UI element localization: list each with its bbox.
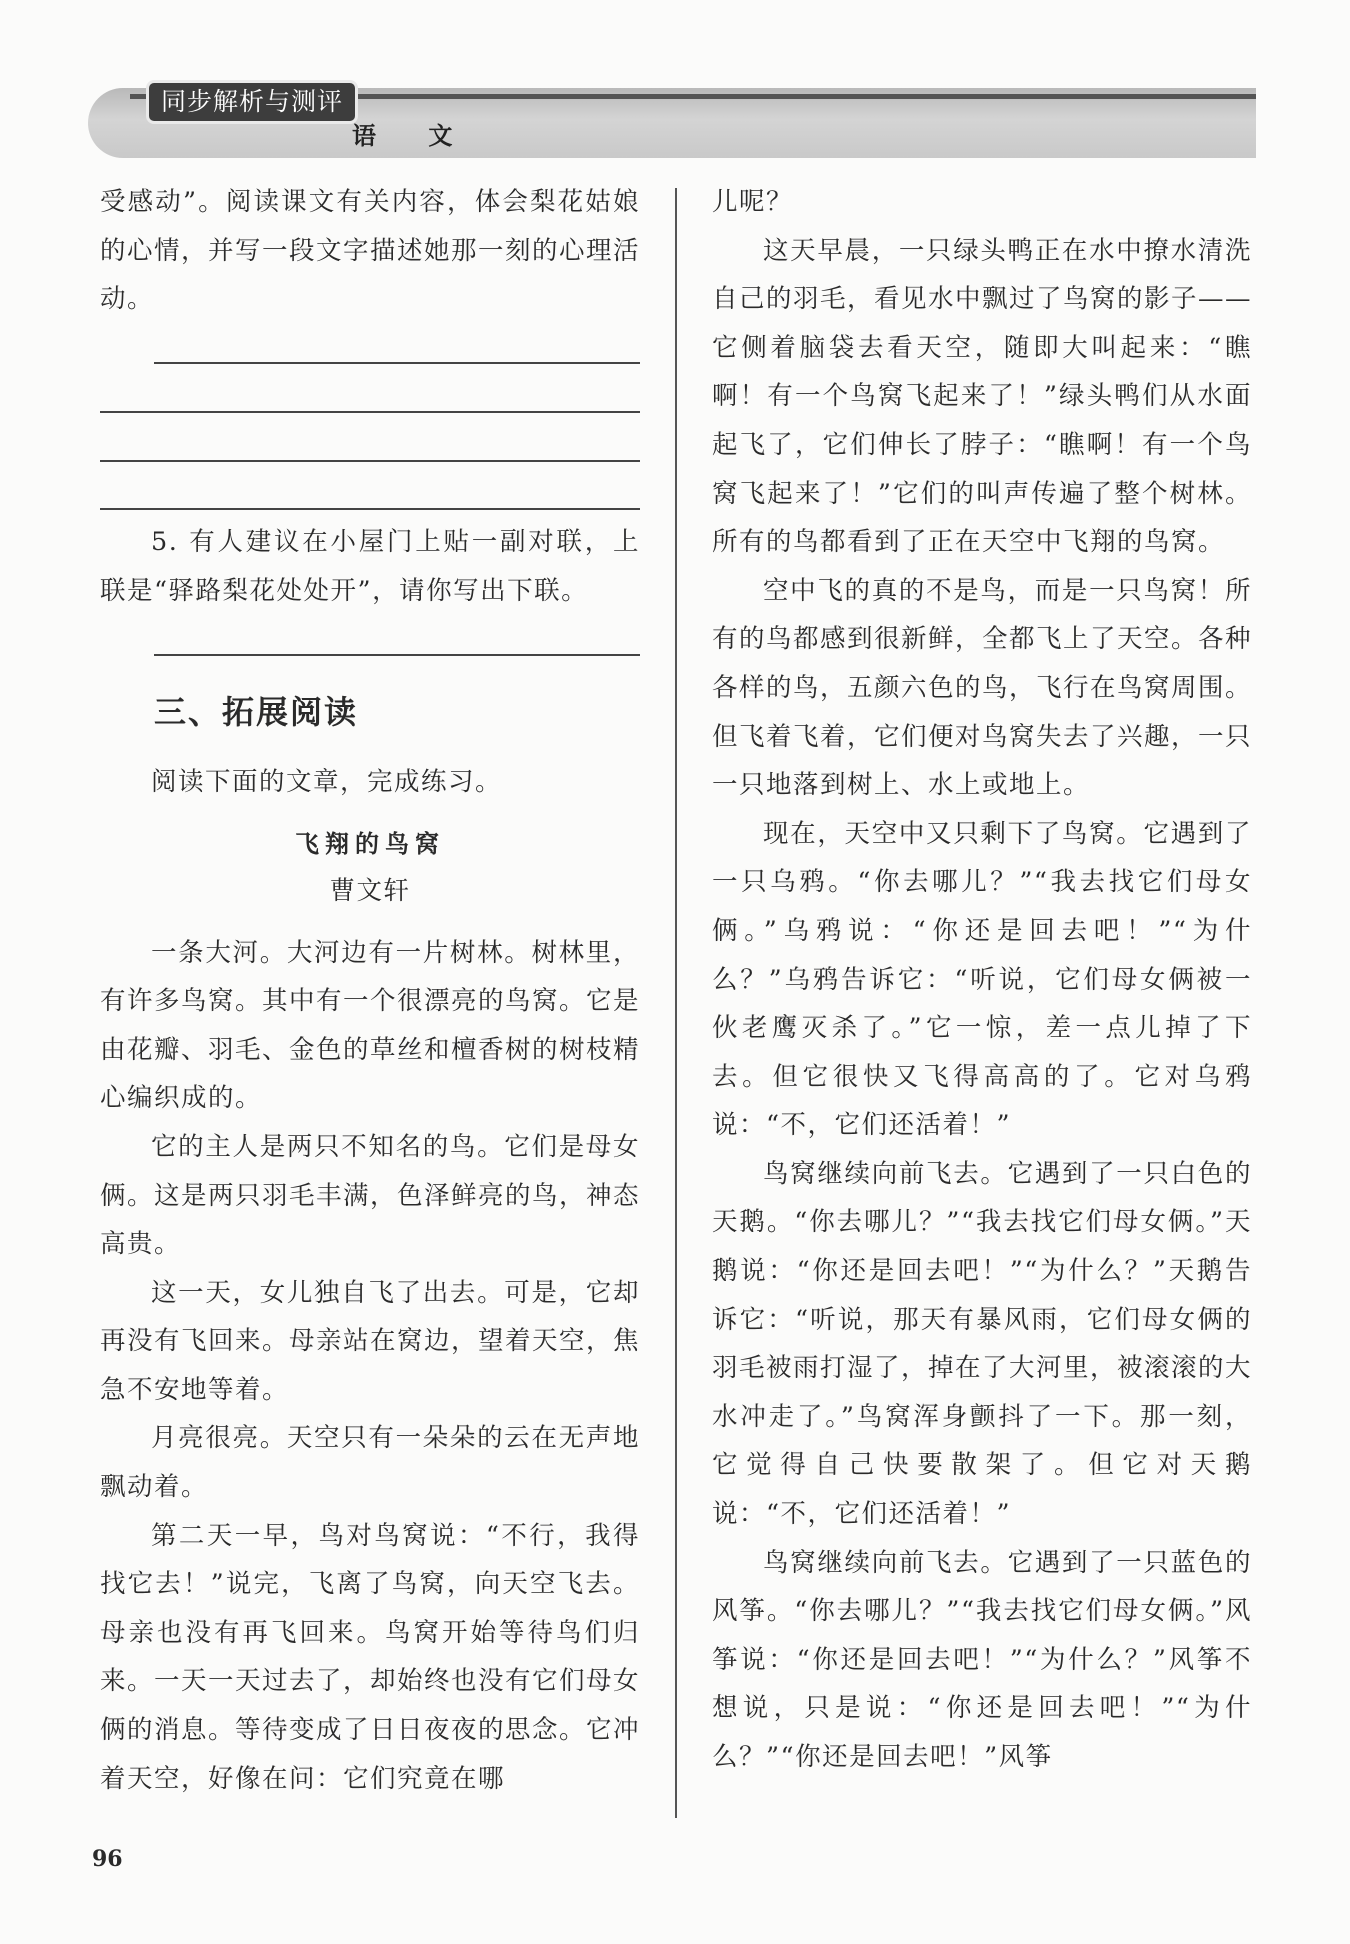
answer-line[interactable] — [100, 470, 640, 519]
answer-line[interactable] — [100, 421, 640, 470]
page-number: 96 — [92, 1846, 123, 1872]
article-paragraph: 空中飞的真的不是鸟，而是一只鸟窝！所有的鸟都感到很新鲜，全都飞上了天空。各种各样的鸟，五颜六色的鸟，飞行在鸟窝周围。但飞着飞着，它们便对鸟窝失去了兴趣，一只一只地落到树上、水上或地上。 — [712, 575, 1253, 801]
article-paragraph: 第二天一早，鸟对鸟窝说：“不行，我得找它去！”说完，飞离了鸟窝，向天空飞去。母亲也没有再飞回来。鸟窝开始等待鸟们归来。一天一天过去了，却始终也没有它们母女俩的消息。等待变成了日日夜夜的思念。它冲着天空，好像在问：它们究竟在哪 — [100, 1520, 641, 1794]
column-divider — [675, 188, 677, 1818]
question-continuation: 受感动”。阅读课文有关内容，体会梨花姑娘的心情，并写一段文字描述她那一刻的心理活动。 — [100, 187, 641, 315]
series-title: 同步解析与测评 — [146, 80, 358, 124]
article-title: 飞翔的鸟窝 — [295, 828, 445, 858]
section-heading: 三、拓展阅读 — [154, 692, 359, 731]
left-column — [100, 178, 640, 1803]
article-paragraph: 一条大河。大河边有一片树林。树林里，有许多鸟窝。其中有一个很漂亮的鸟窝。它是由花瓣、羽毛、金色的草丝和檀香树的树枝精心编织成的。 — [100, 937, 641, 1114]
article-paragraph: 鸟窝继续向前飞去。它遇到了一只白色的天鹅。“你去哪儿？”“我去找它们母女俩。”天鹅说：“你还是回去吧！”“为什么？”天鹅告诉它：“听说，那天有暴风雨，它们母女俩的羽毛被雨打湿了，掉在了大河里，被滚滚的大水冲走了。”鸟窝浑身颤抖了一下。那一刻，它觉得自己快要散架了。但它对天鹅说：“不，它们还活着！” — [712, 1158, 1253, 1530]
article-paragraph: 月亮很亮。天空只有一朵朵的云在无声地飘动着。 — [100, 1423, 640, 1503]
answer-line[interactable] — [100, 372, 640, 421]
answer-line[interactable] — [100, 324, 640, 373]
subject-label: 语 文 — [352, 122, 475, 150]
article-author: 曹文轩 — [329, 875, 411, 906]
article-paragraph: 这一天，女儿独自飞了出去。可是，它却再没有飞回来。母亲站在窝边，望着天空，焦急不安地等着。 — [100, 1277, 641, 1405]
right-column — [712, 178, 1252, 1782]
question-5: 5. 有人建议在小屋门上贴一副对联，上联是“驿路梨花处处开”，请你写出下联。 — [100, 527, 640, 606]
answer-line[interactable] — [100, 615, 640, 664]
reading-instruction: 阅读下面的文章，完成练习。 — [151, 766, 503, 797]
article-paragraph: 这天早晨，一只绿头鸭正在水中撩水清洗自己的羽毛，看见水中飘过了鸟窝的影子——它侧着脑袋去看天空，随即大叫起来：“瞧啊！有一个鸟窝飞起来了！”绿头鸭们从水面起飞了，它们伸长了脖子：“瞧啊！有一个鸟窝飞起来了！”它们的叫声传遍了整个树林。所有的鸟都看到了正在天空中飞翔的鸟窝。 — [712, 235, 1253, 558]
article-paragraph: 鸟窝继续向前飞去。它遇到了一只蓝色的风筝。“你去哪儿？”“我去找它们母女俩。”风筝说：“你还是回去吧！”“为什么？”风筝不想说，只是说：“你还是回去吧！”“为什么？”“你还是回去吧！”风筝 — [712, 1547, 1252, 1772]
article-paragraph: 现在，天空中又只剩下了鸟窝。它遇到了一只乌鸦。“你去哪儿？”“我去找它们母女俩。”乌鸦说：“你还是回去吧！”“为什么？”乌鸦告诉它：“听说，它们母女俩被一伙老鹰灭杀了。”它一惊，差一点儿掉了下去。但它很快又飞得高高的了。它对乌鸦说：“不，它们还活着！” — [712, 818, 1252, 1141]
article-paragraph: 它的主人是两只不知名的鸟。它们是母女俩。这是两只羽毛丰满，色泽鲜亮的鸟，神态高贵。 — [100, 1131, 641, 1260]
article-continuation: 儿呢？ — [712, 187, 794, 217]
